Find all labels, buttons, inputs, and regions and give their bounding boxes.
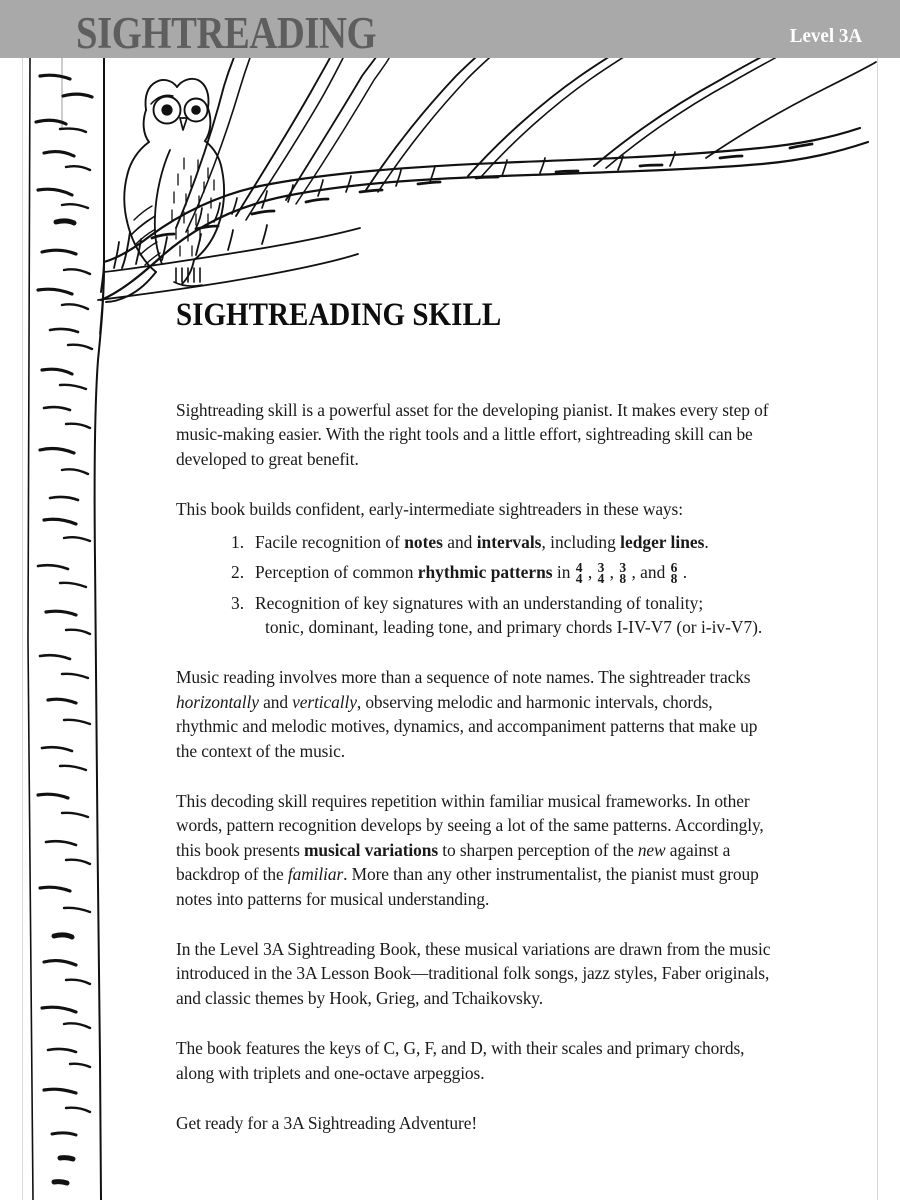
time-signature-numerator: 3 bbox=[619, 559, 627, 575]
level-3a-sources-paragraph: In the Level 3A Sightreading Book, these musical variations are drawn from the music introduced in the 3A Lesson Book—traditional folk songs, jazz styles, Faber originals, and classic themes by Hook, Grieg, and Tchaikovsky. bbox=[176, 939, 771, 1008]
header-title: SIGHTREADING bbox=[76, 8, 377, 58]
header-level-badge: Level 3A bbox=[789, 25, 862, 47]
list-item-number: 2. bbox=[231, 562, 245, 583]
list-item-text: and bbox=[442, 531, 477, 552]
italic-horizontally: horizontally bbox=[176, 691, 259, 712]
paragraph-text: against a backdrop of the bbox=[176, 839, 731, 885]
italic-new: new bbox=[637, 839, 666, 860]
bold-intervals: intervals bbox=[476, 531, 542, 552]
bold-musical-variations: musical variations bbox=[304, 839, 438, 860]
italic-familiar: familiar bbox=[287, 864, 344, 885]
time-signature-denominator: 8 bbox=[619, 571, 627, 587]
paragraph-text: and bbox=[258, 691, 293, 712]
time-signature-denominator: 8 bbox=[670, 571, 678, 587]
keys-features-paragraph: The book features the keys of C, G, F, and D, with their scales and primary chords, along with triplets and one-octave arpeggios. bbox=[176, 1038, 745, 1083]
list-item-text: . bbox=[704, 531, 709, 552]
music-reading-paragraph bbox=[176, 665, 776, 763]
ways-intro-paragraph: This book builds confident, early-intermediate sightreaders in these ways: bbox=[176, 499, 683, 520]
list-item bbox=[231, 591, 776, 640]
list-item-text: , including bbox=[541, 531, 621, 552]
list-item-text: , bbox=[605, 562, 619, 583]
paragraph-text: . More than any other instrumentalist, the pianist must group notes into patterns for musical understanding. bbox=[176, 864, 759, 909]
paragraph-text: , observing melodic and harmonic intervals, chords, rhythmic and melodic motives, dynamics, and accompaniment patterns that make up the context of the music. bbox=[176, 691, 758, 761]
time-signature-numerator: 3 bbox=[597, 559, 605, 575]
list-item-text: Recognition of key signatures with an understanding of tonality; bbox=[255, 592, 704, 613]
time-signature-3-4 bbox=[597, 559, 605, 587]
bold-ledger-lines: ledger lines bbox=[620, 531, 705, 552]
decoding-skill-paragraph bbox=[176, 789, 776, 911]
page-border-right bbox=[877, 58, 878, 1200]
time-signature-numerator: 4 bbox=[575, 559, 583, 575]
closing-paragraph: Get ready for a 3A Sightreading Adventure! bbox=[176, 1113, 478, 1134]
list-item-number: 1. bbox=[231, 531, 245, 552]
time-signature-denominator: 4 bbox=[597, 571, 605, 587]
list-item bbox=[231, 560, 776, 585]
page-border-left bbox=[22, 58, 23, 1200]
time-signature-denominator: 4 bbox=[575, 571, 583, 587]
list-item-text: in bbox=[552, 562, 575, 583]
time-signature-6-8 bbox=[670, 559, 678, 587]
time-signature-numerator: 6 bbox=[670, 559, 678, 575]
list-item-number: 3. bbox=[231, 592, 245, 613]
list-item-text: Perception of common bbox=[255, 562, 418, 583]
list-item-text: . bbox=[678, 562, 688, 583]
paragraph-text: to sharpen perception of the bbox=[438, 839, 638, 860]
intro-paragraph: Sightreading skill is a powerful asset for the developing pianist. It makes every step of music-making easier. With the right tools and a little effort, sightreading skill can be developed to great benefit. bbox=[176, 400, 769, 469]
page-title: SIGHTREADING SKILL bbox=[176, 297, 502, 333]
list-item-text: Facile recognition of bbox=[255, 531, 405, 552]
list-item bbox=[231, 530, 776, 554]
list-item-subtext: tonic, dominant, leading tone, and primary chords I-IV-V7 (or i-iv-V7). bbox=[265, 616, 763, 637]
time-signature-3-8 bbox=[619, 559, 627, 587]
paragraph-text: Music reading involves more than a sequence of note names. The sightreader tracks bbox=[176, 667, 751, 688]
main-content bbox=[176, 296, 776, 1135]
paragraph-text: This decoding skill requires repetition within familiar musical frameworks. In other words, pattern recognition develops by seeing a lot of the same patterns. Accordingly, this book presents bbox=[176, 790, 764, 860]
time-signature-4-4 bbox=[575, 559, 583, 587]
italic-vertically: vertically bbox=[292, 691, 357, 712]
bold-rhythmic-patterns: rhythmic patterns bbox=[417, 562, 553, 583]
bold-notes: notes bbox=[404, 531, 443, 552]
header-band bbox=[0, 0, 900, 58]
list-item-text: , bbox=[583, 562, 597, 583]
list-item-text: , and bbox=[627, 562, 670, 583]
ways-list bbox=[176, 530, 776, 640]
